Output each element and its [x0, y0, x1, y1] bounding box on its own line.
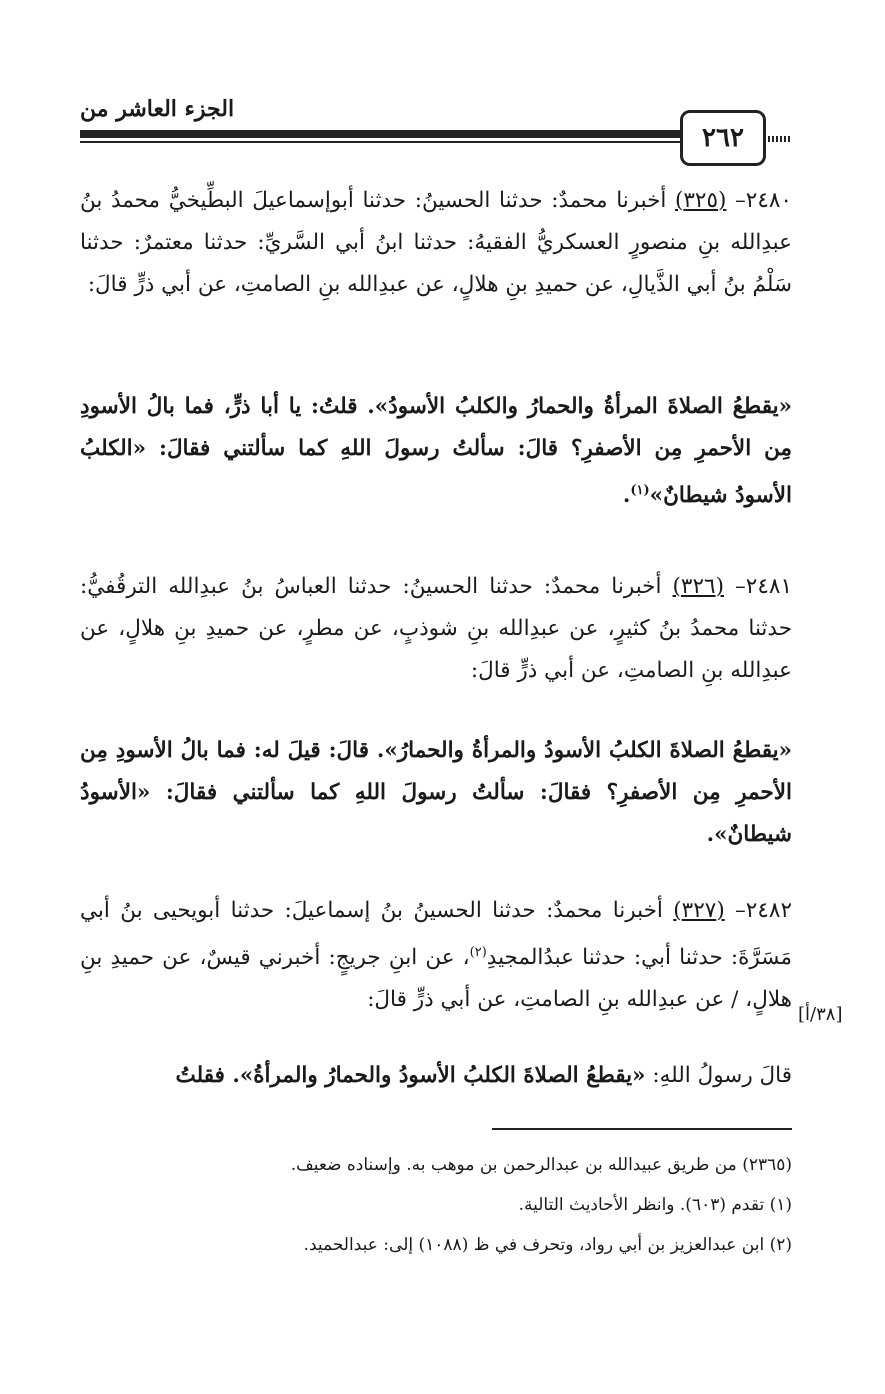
- isnad-text-cont: ، عن ابنِ جريجٍ: أخبرني قيسٌ، عن حميدِ بنِ هلالٍ، / عن عبدِالله بنِ الصامتِ، عن أبي ذرٍّ قالَ:: [80, 945, 792, 1013]
- hadith-ref: (٣٢٧): [673, 898, 725, 923]
- hadith-number: ٢٤٨١: [745, 574, 792, 599]
- matn-text: «يقطعُ الصلاةَ الكلبُ الأسودُ والحمارُ والمرأةُ». فقلتُ: [175, 1063, 646, 1088]
- hadith-number: ٢٤٨٢: [745, 898, 792, 923]
- matn-end: .: [622, 483, 631, 509]
- footnote-separator: [492, 1128, 792, 1130]
- isnad-text: أخبرنا محمدٌ: حدثنا الحسينُ: حدثنا أبوإسماعيلَ البطِّيخيُّ محمدُ بنُ عبدِالله بنِ منصورٍ العسكريُّ الفقيهُ: حدثنا ابنُ أبي السَّريِّ: حدثنا معتمرٌ: حدثنا سَلْمُ بنُ أبي الذَّيالِ، عن حميدِ بنِ هلالٍ، عن عبدِالله بنِ الصامتِ، عن أبي ذرٍّ قالَ:: [80, 188, 792, 297]
- footnotes: [80, 1145, 792, 1265]
- hadith-2480: ٢٤٨٠– (٣٢٥) أخبرنا محمدٌ: حدثنا الحسينُ: حدثنا أبوإسماعيلَ البطِّيخيُّ محمدُ بنُ عبدِالله بنِ منصورٍ العسكريُّ الفقيهُ: حدثنا ابنُ أبي السَّريِّ: حدثنا معتمرٌ: حدثنا سَلْمُ بنُ أبي الذَّيالِ، عن حميدِ بنِ هلالٍ، عن عبدِالله بنِ الصامتِ، عن أبي ذرٍّ قالَ:: [80, 188, 792, 297]
- running-header-title: الجزء العاشر من: [80, 96, 235, 122]
- matn-text: «يقطعُ الصلاةَ الكلبُ الأسودُ والمرأةُ والحمارُ». قالَ: قيلَ له: فما بالُ الأسودِ مِن الأحمرِ مِن الأصفرِ؟ فقالَ: سألتُ رسولَ اللهِ كما سألتني فقالَ: «الأسودُ شيطانٌ».: [80, 738, 792, 847]
- matn-text: «يقطعُ الصلاةَ المرأةُ والحمارُ والكلبُ الأسودُ». قلتُ: يا أبا ذرٍّ، فما بالُ الأسودِ مِن الأحمرِ مِن الأصفرِ؟ قالَ: سألتُ رسولَ اللهِ كما سألتني فقالَ: «الكلبُ الأسودُ شيطانٌ»: [80, 394, 792, 509]
- isnad-text: أخبرنا محمدٌ: حدثنا الحسينُ: حدثنا العباسُ بنُ عبدِالله الترقُفيُّ: حدثنا محمدُ بنُ كثيرٍ، عن عبدِالله بنِ شوذبٍ، عن مطرٍ، عن حميدِ بنِ هلالٍ، عن عبدِالله بنِ الصامتِ، عن أبي ذرٍّ قالَ:: [80, 574, 792, 683]
- hadith-2482: ٢٤٨٢– (٣٢٧) أخبرنا محمدٌ: حدثنا الحسينُ بنُ إسماعيلَ: حدثنا أبويحيى بنُ أبي مَسَرَّةَ: حدثنا أبي: حدثنا عبدُالمجيدِ$^{(٢)}$، عن ابنِ جريجٍ: أخبرني قيسٌ، عن حميدِ بنِ هلالٍ، / عن عبدِالله بنِ الصامتِ، عن أبي ذرٍّ قالَ:: [80, 898, 792, 1013]
- isnad-text: أخبرنا محمدٌ: حدثنا الحسينُ بنُ إسماعيلَ: حدثنا أبويحيى بنُ أبي مَسَرَّةَ: حدثنا أبي: حدثنا عبدُالمجيدِ: [80, 898, 792, 971]
- hadith-2481: ٢٤٨١– (٣٢٦) أخبرنا محمدٌ: حدثنا الحسينُ: حدثنا العباسُ بنُ عبدِالله الترقُفيُّ: حدثنا محمدُ بنُ كثيرٍ، عن عبدِالله بنِ شوذبٍ، عن مطرٍ، عن حميدِ بنِ هلالٍ، عن عبدِالله بنِ الصامتِ، عن أبي ذرٍّ قالَ:: [80, 574, 792, 683]
- hadith-2481-matn: [80, 730, 792, 856]
- hadith-ref: (٣٢٦): [672, 574, 724, 599]
- footnote: (١) تقدم (٦٠٣). وانظر الأحاديث التالية.: [518, 1195, 792, 1215]
- manuscript-folio-ref: [٣٨/أ]: [798, 1004, 843, 1025]
- hadith-ref: (٣٢٥): [674, 188, 727, 213]
- intro-text: قالَ رسولُ اللهِ:: [645, 1063, 792, 1088]
- footnote: (٢٣٦٥) من طريق عبيدالله بن عبدالرحمن بن موهب به. وإسناده ضعيف.: [290, 1155, 792, 1175]
- footnote-marker: (١): [630, 483, 650, 498]
- hadith-2480-matn: [80, 386, 792, 517]
- hadith-number: ٢٤٨٠: [745, 188, 792, 213]
- page-number: ٢٦٢: [680, 110, 766, 166]
- header-rule: [80, 130, 680, 138]
- footnote-marker: (٢): [469, 945, 487, 960]
- footnote: (٢) ابن عبدالعزيز بن أبي رواد، وتحرف في ظ (١٠٨٨) إلى: عبدالحميد.: [303, 1235, 792, 1255]
- header-rule-thin: [80, 141, 680, 143]
- hadith-2482-matn: [80, 1055, 792, 1097]
